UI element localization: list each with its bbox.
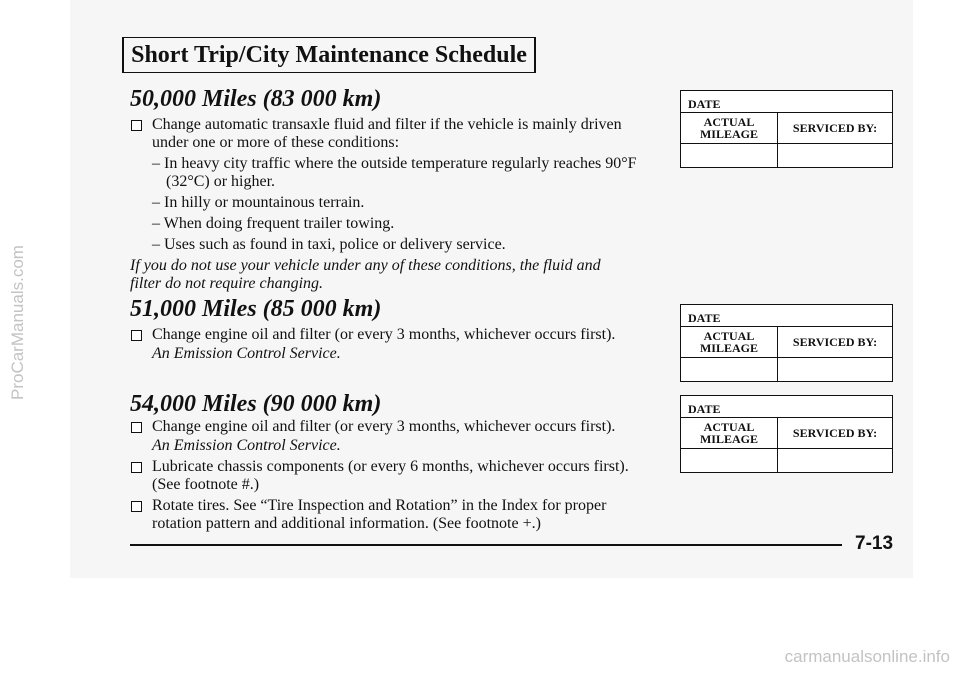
note-text: filter do not require changing. (130, 275, 324, 292)
log-mileage-cell (681, 358, 778, 381)
emission-note: An Emission Control Service. (152, 345, 341, 362)
log-serviced-cell (778, 144, 892, 167)
log-date-label: DATE (681, 396, 892, 418)
condition-item: – In hilly or mountainous terrain. (152, 194, 365, 211)
service-item-text: (See footnote #.) (152, 476, 260, 493)
emission-note: An Emission Control Service. (152, 437, 341, 454)
checkbox-icon (131, 501, 142, 512)
condition-item: (32°C) or higher. (166, 173, 276, 190)
service-item-text: Lubricate chassis components (or every 6 months, whichever occurs first). (152, 458, 629, 475)
condition-item: – Uses such as found in taxi, police or delivery service. (152, 236, 506, 253)
log-mileage-cell (681, 144, 778, 167)
service-item-text: Rotate tires. See “Tire Inspection and Rotation” in the Index for proper (152, 497, 607, 514)
log-header-row (681, 113, 892, 144)
page-title: Short Trip/City Maintenance Schedule (122, 37, 536, 73)
section-heading-54000: 54,000 Miles (90 000 km) (130, 391, 382, 417)
service-item-text: Change engine oil and filter (or every 3 months, whichever occurs first). (152, 326, 616, 343)
log-mileage-label: ACTUAL MILEAGE (681, 327, 778, 357)
footer-rule (130, 544, 842, 546)
log-mileage-label: ACTUAL MILEAGE (681, 418, 778, 448)
service-item-text: under one or more of these conditions: (152, 134, 400, 151)
log-entry-row (681, 449, 892, 472)
section-heading-50000: 50,000 Miles (83 000 km) (130, 86, 382, 112)
log-serviced-cell (778, 449, 892, 472)
title-right-tick (534, 37, 536, 73)
condition-item: – In heavy city traffic where the outside temperature regularly reaches 90°F (152, 155, 637, 172)
note-text: If you do not use your vehicle under any of these conditions, the fluid and (130, 257, 601, 274)
log-header-row (681, 418, 892, 449)
page-number: 7-13 (855, 533, 894, 554)
service-item-text: Change engine oil and filter (or every 3 months, whichever occurs first). (152, 418, 616, 435)
log-serviced-label: SERVICED BY: (792, 335, 878, 349)
log-serviced-cell (778, 358, 892, 381)
checkbox-icon (131, 330, 142, 341)
log-serviced-label: SERVICED BY: (792, 121, 878, 135)
side-watermark: ProCarManuals.com (8, 245, 27, 400)
service-log-table (680, 90, 893, 168)
condition-item: – When doing frequent trailer towing. (152, 215, 395, 232)
log-date-label: DATE (681, 305, 892, 327)
log-serviced-label: SERVICED BY: (792, 426, 878, 440)
service-item-text: rotation pattern and additional information. (See footnote +.) (152, 515, 541, 532)
bottom-watermark: carmanualsonline.info (784, 647, 950, 666)
checkbox-icon (131, 120, 142, 131)
log-date-label: DATE (681, 91, 892, 113)
checkbox-icon (131, 422, 142, 433)
log-header-row (681, 327, 892, 358)
service-log-table (680, 395, 893, 473)
service-log-table (680, 304, 893, 382)
checkbox-icon (131, 462, 142, 473)
log-mileage-label: ACTUAL MILEAGE (681, 113, 778, 143)
section-heading-51000: 51,000 Miles (85 000 km) (130, 296, 382, 322)
log-mileage-cell (681, 449, 778, 472)
title-left-tick (122, 37, 124, 73)
log-entry-row (681, 144, 892, 167)
log-entry-row (681, 358, 892, 381)
service-item-text: Change automatic transaxle fluid and filter if the vehicle is mainly driven (152, 116, 622, 133)
